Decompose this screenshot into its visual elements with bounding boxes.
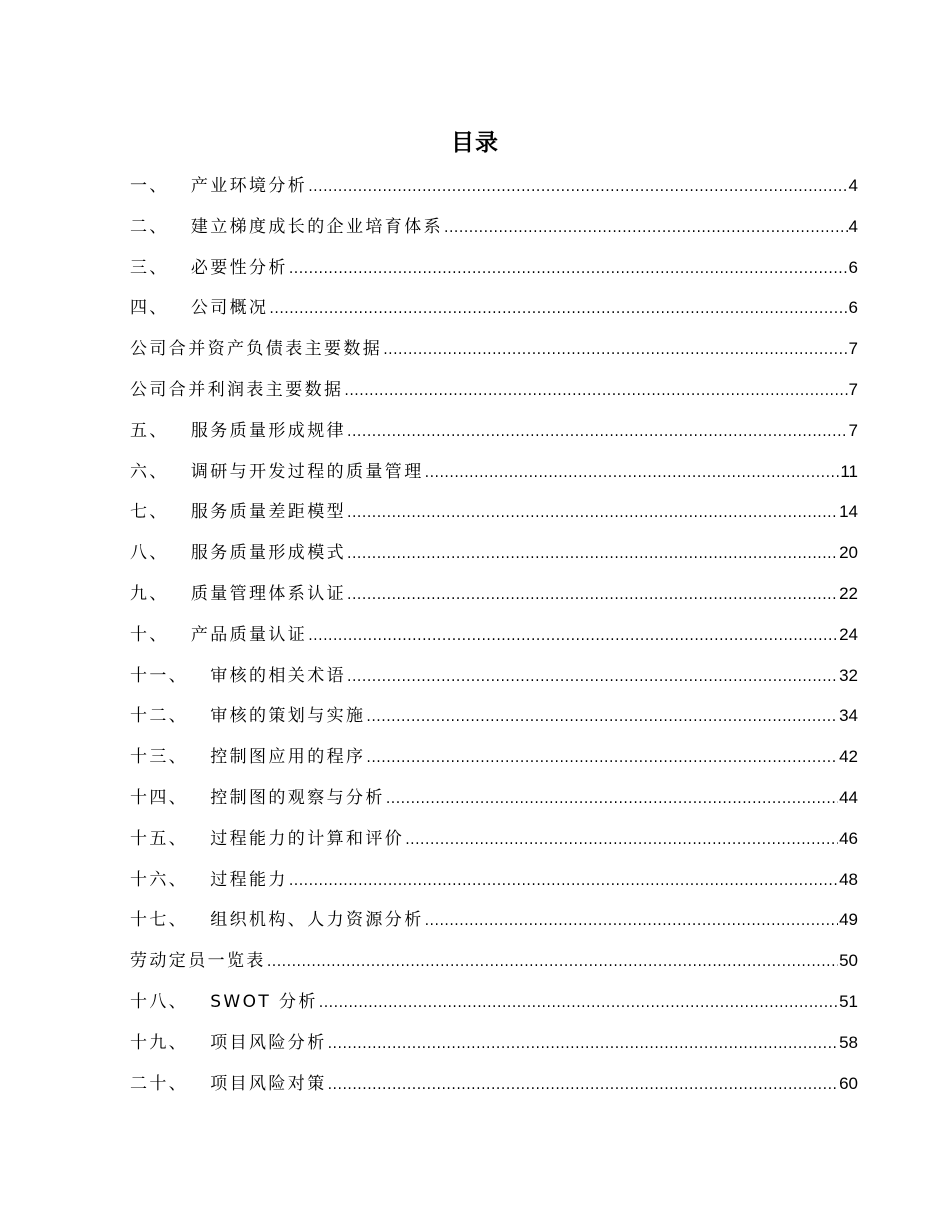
toc-entry-text: 服务质量形成模式 [190, 543, 347, 564]
toc-entry-text: 必要性分析 [190, 257, 288, 278]
toc-dot-leader [328, 1025, 838, 1062]
toc-entry[interactable] [130, 739, 858, 780]
toc-page-number: 6 [848, 257, 858, 277]
toc-entry-text: 建立梯度成长的企业培育体系 [190, 216, 444, 237]
toc-entry-number: 二、 [130, 216, 169, 237]
toc-dot-leader [328, 1066, 838, 1103]
toc-dot-leader [347, 413, 848, 450]
toc-entry[interactable] [130, 494, 858, 535]
toc-dot-leader [347, 535, 838, 572]
toc-dot-leader [267, 943, 838, 980]
toc-entry-text: 控制图应用的程序 [210, 747, 366, 768]
toc-entry[interactable] [130, 698, 858, 739]
toc-entry-number: 十二、 [130, 706, 189, 727]
toc-page-number: 7 [848, 339, 858, 359]
toc-entry[interactable] [130, 984, 858, 1025]
toc-dot-leader [444, 209, 848, 246]
toc-page-number: 49 [839, 910, 858, 930]
toc-page-number: 46 [839, 828, 858, 848]
toc-entry[interactable] [130, 1066, 858, 1107]
toc-page-number: 11 [840, 461, 858, 481]
toc-dot-leader [347, 494, 838, 531]
toc-entry-text: 过程能力 [210, 869, 288, 890]
toc-dot-leader [344, 372, 847, 409]
toc-entry[interactable] [130, 372, 858, 413]
toc-entry-text: 控制图的观察与分析 [210, 787, 385, 808]
toc-entry-text: 产品质量认证 [190, 624, 308, 645]
toc-page-number: 14 [839, 502, 858, 522]
toc-dot-leader [425, 454, 840, 491]
toc-entry[interactable] [130, 780, 858, 821]
toc-entry-number: 十八、 [130, 991, 189, 1012]
toc-page-number: 22 [839, 583, 858, 603]
toc-entry-number: 三、 [130, 257, 169, 278]
toc-entry[interactable] [130, 821, 858, 862]
toc-entry-text: 劳动定员一览表 [130, 951, 266, 972]
toc-page-number: 48 [839, 869, 858, 889]
toc-page-number: 6 [848, 298, 858, 318]
toc-page-number: 7 [848, 420, 858, 440]
toc-entry-text: SWOT 分析 [210, 991, 318, 1012]
toc-entry-text: 项目风险分析 [210, 1032, 327, 1053]
toc-entry-text: 项目风险对策 [210, 1073, 327, 1094]
toc-dot-leader [308, 617, 838, 654]
toc-entry-text: 过程能力的计算和评价 [210, 828, 405, 849]
toc-entry-number: 一、 [130, 176, 169, 196]
toc-entry[interactable] [130, 290, 858, 331]
toc-title: 目录 [451, 130, 499, 156]
toc-dot-leader [425, 902, 838, 939]
toc-entry-number: 十、 [130, 624, 169, 645]
toc-entry[interactable] [130, 862, 858, 903]
toc-page-number: 4 [848, 216, 858, 236]
toc-entry-number: 六、 [130, 461, 169, 482]
toc-entry-text: 审核的相关术语 [210, 665, 347, 686]
toc-entry-number: 十七、 [130, 910, 189, 931]
toc-page-number: 7 [848, 379, 858, 399]
toc-entry[interactable] [130, 454, 858, 495]
toc-page-number: 4 [848, 176, 858, 195]
toc-entry-number: 十三、 [130, 747, 189, 768]
toc-entry[interactable] [130, 413, 858, 454]
toc-dot-leader [319, 984, 838, 1021]
toc-entry[interactable] [130, 168, 858, 209]
toc-page-number: 34 [839, 706, 858, 726]
toc-entry-number: 十五、 [130, 828, 189, 849]
toc-entry-number: 九、 [130, 583, 169, 604]
toc-page-number: 44 [839, 787, 858, 807]
toc-entry-number: 十一、 [130, 665, 189, 686]
toc-page-number: 51 [839, 991, 858, 1011]
toc-entry[interactable] [130, 331, 858, 372]
toc-dot-leader [405, 821, 838, 858]
toc-entry-text: 审核的策划与实施 [210, 706, 366, 727]
toc-page-number: 32 [839, 665, 858, 685]
toc-page-number: 60 [839, 1073, 858, 1093]
toc-entry-text: 调研与开发过程的质量管理 [190, 461, 424, 482]
toc-entry[interactable] [130, 943, 858, 984]
toc-entry-text: 质量管理体系认证 [190, 583, 347, 604]
toc-page-number: 20 [839, 543, 858, 563]
toc-page-number: 24 [839, 624, 858, 644]
toc-dot-leader [366, 698, 838, 735]
toc-entry-number: 五、 [130, 420, 169, 441]
toc-dot-leader [386, 780, 838, 817]
toc-dot-leader [308, 168, 847, 205]
toc-entry-text: 公司概况 [190, 298, 269, 319]
toc-page-number: 50 [839, 951, 858, 971]
toc-entry[interactable] [130, 1025, 858, 1066]
toc-entry[interactable] [130, 658, 858, 699]
toc-dot-leader [269, 290, 847, 327]
toc-page-number: 42 [839, 747, 858, 767]
toc-entry-text: 公司合并资产负债表主要数据 [130, 339, 383, 360]
toc-entry[interactable] [130, 535, 858, 576]
toc-entry-number: 四、 [130, 298, 169, 319]
toc-entry-number: 七、 [130, 502, 169, 523]
toc-dot-leader [347, 658, 838, 695]
toc-dot-leader [289, 250, 848, 287]
toc-dot-leader [347, 576, 838, 613]
toc-dot-leader [383, 331, 847, 368]
toc-entry[interactable] [130, 576, 858, 617]
toc-entry-text: 组织机构、人力资源分析 [210, 910, 424, 931]
toc-entry[interactable] [130, 902, 858, 943]
toc-list [130, 168, 858, 1106]
toc-entry-number: 十九、 [130, 1032, 189, 1053]
toc-entry-text: 服务质量形成规律 [190, 420, 347, 441]
toc-entry[interactable] [130, 209, 858, 250]
toc-entry-number: 十四、 [130, 787, 189, 808]
toc-entry-text: 产业环境分析 [190, 176, 308, 196]
toc-entry-number: 八、 [130, 543, 169, 564]
toc-entry-number: 二十、 [130, 1073, 189, 1094]
toc-entry-text: 服务质量差距模型 [190, 502, 347, 523]
toc-entry[interactable] [130, 617, 858, 658]
toc-dot-leader [289, 862, 838, 899]
toc-page-number: 58 [839, 1032, 858, 1052]
toc-entry-text: 公司合并利润表主要数据 [130, 379, 344, 400]
toc-entry[interactable] [130, 250, 858, 291]
toc-dot-leader [366, 739, 838, 776]
toc-entry-number: 十六、 [130, 869, 189, 890]
